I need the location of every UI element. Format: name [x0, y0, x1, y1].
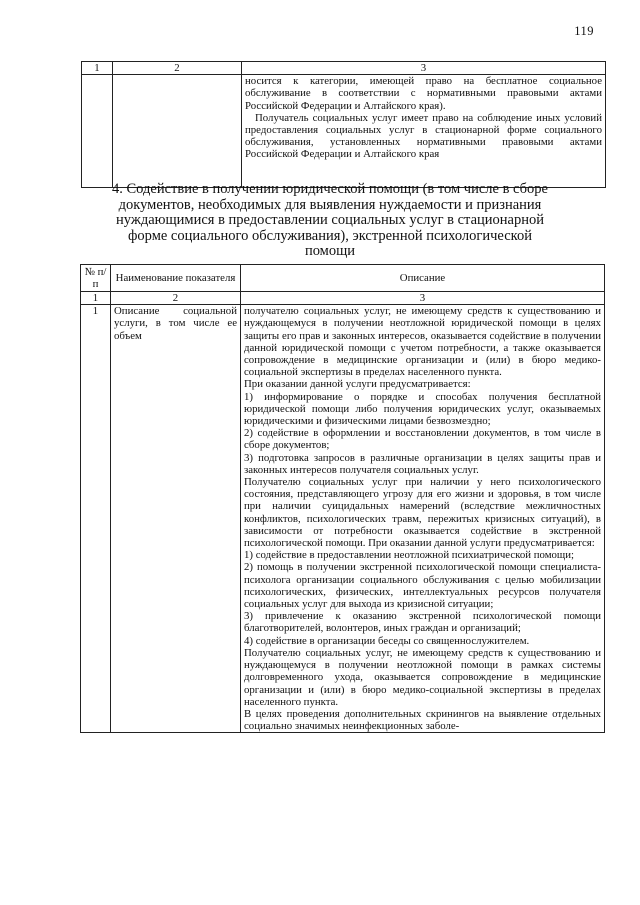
description-paragraph: 3) подготовка запросов в различные организации в целях защиты прав и законных интересов получателя социальных услуг.: [244, 451, 601, 476]
description-paragraph: 2) содействие в оформлении и восстановлении документов, в том числе в сборе документов;: [244, 427, 601, 452]
empty-cell: [113, 75, 242, 188]
description-paragraph: 1) информирование о порядке и способах получения бесплатной юридической помощи либо получения юридических услуг, оказываемых юридическими и физическими лицами безвозмездно;: [244, 390, 601, 428]
column-number: 2: [113, 62, 242, 75]
description-paragraph: 4) содействие в организации беседы со священнослужителем.: [244, 634, 530, 647]
column-number: 3: [242, 62, 606, 75]
column-number: 3: [241, 292, 605, 305]
cell-paragraph: Получатель социальных услуг имеет право на соблюдение иных условий предоставления социальных услуг в стационарной форме социального обслуживания, установленных нормативными правовыми актами Российской Федерации и Алтайского края: [245, 111, 602, 161]
table-row: [82, 75, 606, 188]
column-number: 1: [82, 62, 113, 75]
description-cell: [241, 305, 605, 733]
description-paragraph: 3) привлечение к оказанию экстренной психологической помощи благотворителей, волонтеров, иных граждан и организаций;: [244, 610, 601, 635]
description-paragraph: получателю социальных услуг, не имеющему средств к существованию и нуждающемуся в получении неотложной юридической помощи в целях защиты его прав и законных интересов, оказывается содействие в получении данной юридической помощи с учетом потребности, а также оказывается сопровождение в медицинские организации и (или) в бюро медико-социальной экспертизы в пределах населенного пункта.: [244, 305, 601, 379]
section-heading: 4. Содействие в получении юридической помощи (в том числе в сборе документов, необходимых для выявления нуждаемости и признания нуждающимися в предоставлении социальных услуг в стационарной форме социального обслуживания), экстренной психологической помощи: [112, 181, 548, 260]
table-header-row: [81, 265, 605, 292]
service-table: [80, 264, 605, 733]
description-paragraph: 1) содействие в предоставлении неотложной психиатрической помощи;: [244, 549, 575, 562]
continuation-table: [81, 61, 606, 188]
column-number-row: [81, 292, 605, 305]
empty-cell: [82, 75, 113, 188]
row-number: 1: [81, 305, 111, 733]
cell-paragraph: носится к категории, имеющей право на бесплатное социальное обслуживание в соответствии с нормативными правовыми актами Российской Федерации и Алтайского края).: [245, 75, 602, 112]
description-cell: [242, 75, 606, 188]
description-paragraph: Получателю социальных услуг при наличии у него психологического состояния, представляющего угрозу для его жизни и здоровья, в том числе при наличии суицидальных намерений (вследствие межличностных конфликтов, психологических травм, пережитых кризисных ситуаций), в зависимости от потребности оказывается содействие в экстренной психологической помощи. При оказании данной услуги предусматривается:: [244, 476, 601, 550]
column-number-row: [82, 62, 606, 75]
header-name: Наименование показателя: [111, 265, 241, 292]
description-paragraph: При оказании данной услуги предусматривается:: [244, 378, 471, 391]
description-paragraph: Получателю социальных услуг, не имеющему средств к существованию и нуждающемуся в получении неотложной помощи в рамках системы долговременного ухода, оказывается сопровождение в медицинские организации и (или) в бюро медико-социальной экспертизы в пределах населенного пункта.: [244, 646, 601, 708]
description-paragraph: 2) помощь в получении экстренной психологической помощи специалиста-психолога организации социального обслуживания с целью мобилизации психологических, физических, интеллектуальных ресурсов получателя социальных услуг для выхода из кризисной ситуации;: [244, 561, 601, 611]
indicator-name: Описание социальной услуги, в том числе ее объем: [111, 305, 241, 733]
description-paragraph: В целях проведения дополнительных скринингов на выявление отдельных социально значимых неинфекционных заболе-: [244, 707, 601, 733]
header-num: № п/п: [81, 265, 111, 292]
header-description: Описание: [241, 265, 605, 292]
page-number: 119: [574, 24, 594, 38]
column-number: 1: [81, 292, 111, 305]
column-number: 2: [111, 292, 241, 305]
table-row: [81, 305, 605, 733]
